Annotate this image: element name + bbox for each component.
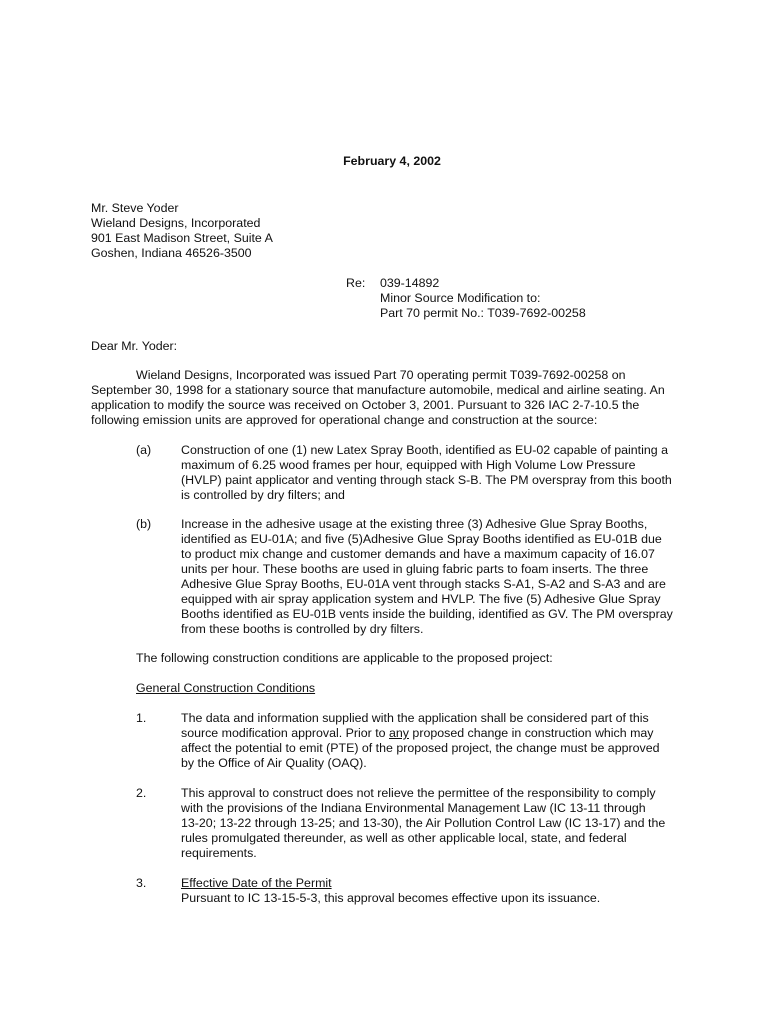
condition-line [181, 726, 691, 741]
unit-line: maximum of 6.25 wood frames per hour, equipped with High Volume Low Pressure [181, 458, 636, 472]
unit-line: Booths identified as EU-01B vents inside the building, identified as GV. The PM overspray [181, 607, 673, 621]
condition-3-number: 3. [136, 876, 147, 890]
recipient-street: 901 East Madison Street, Suite A [91, 231, 273, 245]
unit-line: equipped with air spray application system and HVLP. The five (5) Adhesive Glue Spray [181, 592, 661, 606]
condition-2-number: 2. [136, 786, 147, 800]
re-label: Re: [346, 276, 366, 290]
condition-line: with the provisions of the Indiana Environmental Management Law (IC 13-11 through [181, 801, 646, 815]
condition-line: rules promulgated thereunder, as well as other applicable local, state, and federal [181, 831, 627, 845]
condition-line: 13-20; 13-22 through 13-25; and 13-30), the Air Pollution Control Law (IC 13-17) and the [181, 816, 666, 830]
unit-line: Adhesive Glue Spray Booths, EU-01A vent through stacks S-A1, S-A2 and S-A3 and are [181, 577, 666, 591]
emphasis-any: any [389, 726, 409, 740]
re-block [380, 276, 586, 321]
intro-line: following emission units are approved for operational change and construction at the source: [91, 413, 598, 427]
condition-3-title: Effective Date of the Permit [181, 876, 332, 890]
intro-line: September 30, 1998 for a stationary source that manufacture automobile, medical and airline seating. An [91, 383, 665, 397]
conditions-intro: The following construction conditions are applicable to the proposed project: [136, 651, 553, 665]
re-file-number: 039-14892 [380, 276, 440, 290]
unit-line: identified as EU-01A; and five (5)Adhesive Glue Spray Booths identified as EU-01B due [181, 532, 662, 546]
unit-a-text [181, 443, 691, 503]
intro-paragraph [91, 368, 679, 428]
condition-line: The data and information supplied with the application shall be considered part of this [181, 711, 649, 725]
unit-line: is controlled by dry filters; and [181, 488, 345, 502]
condition-line: Pursuant to IC 13-15-5-3, this approval becomes effective upon its issuance. [181, 891, 601, 905]
recipient-address [91, 201, 273, 261]
unit-line: from these booths is controlled by dry filters. [181, 622, 424, 636]
unit-line: Construction of one (1) new Latex Spray Booth, identified as EU-02 capable of painting a [181, 443, 668, 457]
re-permit-number: Part 70 permit No.: T039-7692-00258 [380, 306, 586, 320]
re-subject: Minor Source Modification to: [380, 291, 541, 305]
conditions-heading: General Construction Conditions [136, 681, 316, 695]
condition-line: affect the potential to emit (PTE) of the proposed project, the change must be approved [181, 741, 660, 755]
recipient-company: Wieland Designs, Incorporated [91, 216, 261, 230]
recipient-city: Goshen, Indiana 46526-3500 [91, 246, 252, 260]
intro-line: application to modify the source was received on October 3, 2001. Pursuant to 326 IAC 2-7-10.5 the [91, 398, 640, 412]
salutation: Dear Mr. Yoder: [91, 339, 178, 353]
letter-date: February 4, 2002 [343, 154, 441, 168]
unit-b-text [181, 517, 691, 637]
unit-line: Increase in the adhesive usage at the existing three (3) Adhesive Glue Spray Booths, [181, 517, 648, 531]
unit-a-label: (a) [136, 443, 152, 457]
condition-text: source modification approval. Prior to [181, 726, 389, 740]
unit-line: to product mix change and customer demands and have a maximum capacity of 16.07 [181, 547, 655, 561]
intro-line: Wieland Designs, Incorporated was issued Part 70 operating permit T039-7692-00258 on [136, 368, 626, 382]
condition-2-text [181, 786, 691, 861]
condition-line: by the Office of Air Quality (OAQ). [181, 756, 367, 770]
recipient-name: Mr. Steve Yoder [91, 201, 179, 215]
unit-line: units per hour. These booths are used in gluing fabric parts to foam inserts. The three [181, 562, 649, 576]
condition-line: requirements. [181, 846, 257, 860]
unit-b-label: (b) [136, 517, 152, 531]
condition-1-text [181, 711, 691, 771]
unit-line: (HVLP) paint applicator and venting through stack S-B. The PM overspray from this booth [181, 473, 672, 487]
condition-line: This approval to construct does not relieve the permittee of the responsibility to comply [181, 786, 656, 800]
condition-1-number: 1. [136, 711, 147, 725]
condition-text: proposed change in construction which may [408, 726, 654, 740]
condition-3-text [181, 876, 691, 906]
